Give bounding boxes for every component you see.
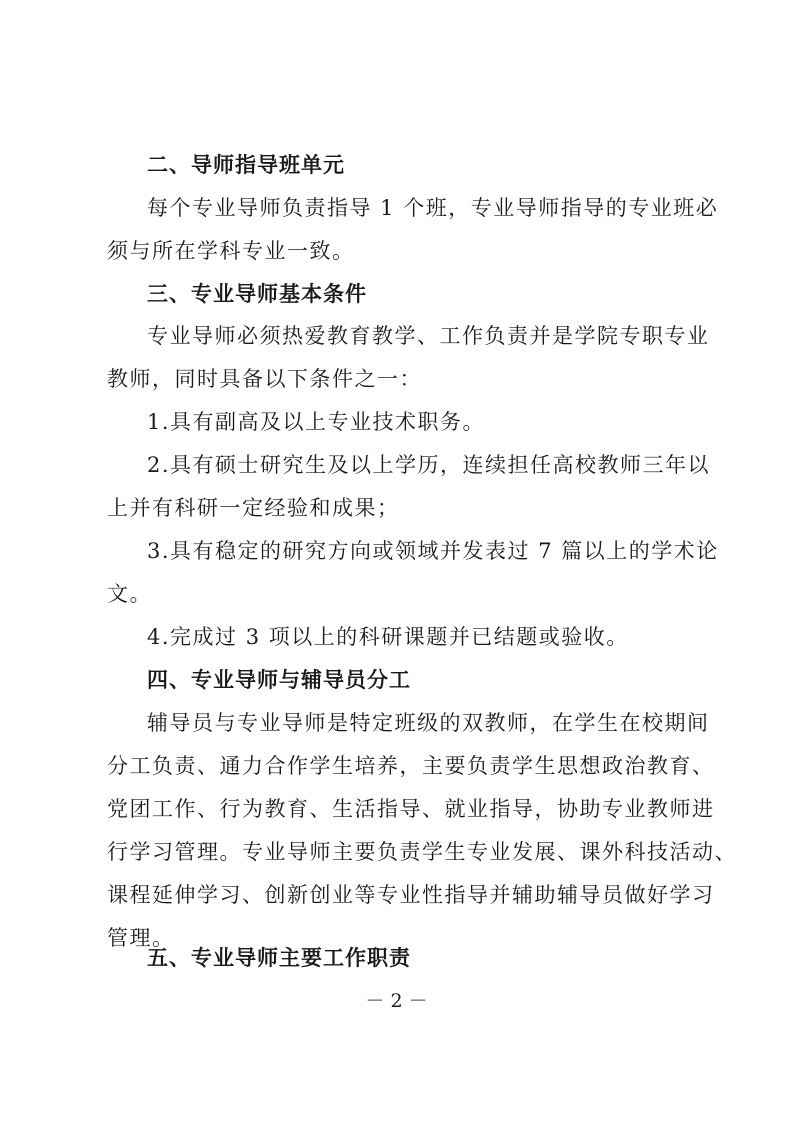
paragraph-line: 专业导师必须热爱教育教学、工作负责并是学院专职专业 xyxy=(147,324,710,348)
paragraph-line: 管理。 xyxy=(107,926,175,950)
paragraph-line: 每个专业导师负责指导 1 个班，专业导师指导的专业班必 xyxy=(147,196,719,220)
paragraph-line: 教师，同时具备以下条件之一： xyxy=(107,367,422,391)
list-item: 4.完成过 3 项以上的科研课题并已结题或验收。 xyxy=(147,625,629,649)
paragraph-line: 行学习管理。专业导师主要负责学生专业发展、课外科技活动、 xyxy=(107,840,737,864)
paragraph-line: 辅导员与专业导师是特定班级的双教师，在学生在校期间 xyxy=(147,711,710,735)
section-heading-2: 二、导师指导班单元 xyxy=(147,153,345,177)
section-heading-5: 五、专业导师主要工作职责 xyxy=(147,946,411,970)
list-item: 2.具有硕士研究生及以上学历，连续担任高校教师三年以 xyxy=(147,453,711,477)
page-number: － 2 － xyxy=(365,990,428,1012)
section-heading-4: 四、专业导师与辅导员分工 xyxy=(147,668,411,692)
paragraph-line: 分工负责、通力合作学生培养，主要负责学生思想政治教育、 xyxy=(107,754,715,778)
paragraph-line: 须与所在学科专业一致。 xyxy=(107,239,355,263)
list-item: 3.具有稳定的研究方向或领域并发表过 7 篇以上的学术论 xyxy=(147,539,719,563)
section-heading-3: 三、专业导师基本条件 xyxy=(147,282,367,306)
list-item: 1.具有副高及以上专业技术职务。 xyxy=(147,410,486,434)
paragraph-line: 党团工作、行为教育、生活指导、就业指导，协助专业教师进 xyxy=(107,797,715,821)
paragraph-line: 课程延伸学习、创新创业等专业性指导并辅助辅导员做好学习 xyxy=(107,883,715,907)
paragraph-line: 上并有科研一定经验和成果； xyxy=(107,496,400,520)
paragraph-line: 文。 xyxy=(107,582,152,606)
